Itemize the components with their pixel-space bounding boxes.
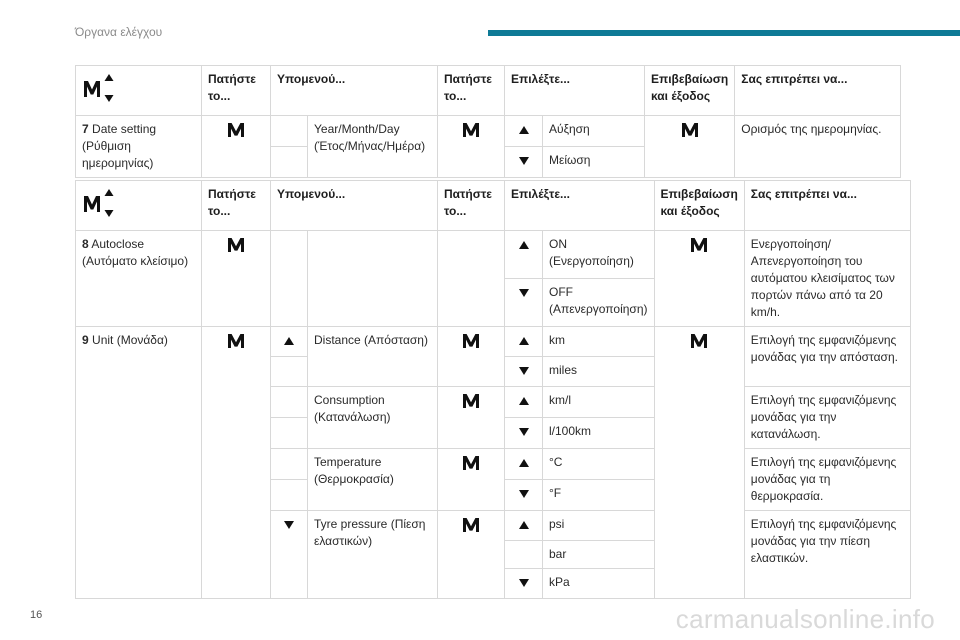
function-cell xyxy=(76,116,202,178)
arrow-cell xyxy=(505,231,543,279)
option-cell: °F xyxy=(543,480,655,511)
function-cell xyxy=(76,327,202,599)
description-cell: Επιλογή της εμφανιζόμενης μονάδας για την πίεση ελαστικών. xyxy=(744,511,910,599)
m-button-icon xyxy=(462,455,480,471)
description-cell: Επιλογή της εμφανιζόμενης μονάδας για την απόσταση. xyxy=(744,327,910,387)
option-cell: miles xyxy=(543,357,655,387)
col-press: Πατήστε το... xyxy=(202,66,271,116)
submenu-cell: Consumption (Κατανάλωση) xyxy=(308,387,438,449)
confirm-cell xyxy=(654,327,744,599)
arrow-up-icon xyxy=(519,241,529,249)
col-submenu: Υπομενού... xyxy=(271,66,438,116)
arrow-up-icon xyxy=(519,459,529,467)
option-cell: °C xyxy=(543,449,655,480)
col-select: Επιλέξτε... xyxy=(505,181,655,231)
arrow-cell xyxy=(505,449,543,480)
menu-nav-cell xyxy=(76,181,202,231)
page-header: Όργανα ελέγχου xyxy=(75,25,163,39)
m-button-icon xyxy=(681,122,699,138)
press-cell xyxy=(202,231,271,327)
m-button-icon xyxy=(462,517,480,533)
row-number: 7 xyxy=(82,122,89,136)
confirm-cell xyxy=(645,116,735,178)
arrow-cell xyxy=(271,480,308,511)
press-cell xyxy=(202,116,271,178)
option-cell: kPa xyxy=(543,569,655,599)
arrow-cell xyxy=(271,357,308,387)
function-label: Unit (Μονάδα) xyxy=(92,333,168,347)
function-label: Date setting (Ρύθμιση ημερομηνίας) xyxy=(82,122,157,170)
arrow-up-icon xyxy=(284,337,294,345)
arrow-cell xyxy=(505,480,543,511)
arrow-up-icon xyxy=(519,337,529,345)
arrow-cell xyxy=(505,511,543,541)
col-submenu: Υπομενού... xyxy=(271,181,438,231)
press2-cell xyxy=(438,511,505,599)
col-press2: Πατήστε το... xyxy=(438,181,505,231)
press2-cell xyxy=(438,449,505,511)
description-cell: Ενεργοποίηση/Απενεργοποίηση του αυτόματου κλεισίματος των πορτών πάνω από τα 20 km/h. xyxy=(744,231,910,327)
arrow-down-icon xyxy=(519,579,529,587)
m-button-icon xyxy=(462,393,480,409)
table-header-row xyxy=(76,181,911,231)
table-row xyxy=(76,231,911,279)
arrow-cell xyxy=(505,541,543,569)
description-cell: Επιλογή της εμφανιζόμενης μονάδας για την κατανάλωση. xyxy=(744,387,910,449)
arrow-cell xyxy=(505,387,543,418)
option-cell: km xyxy=(543,327,655,357)
option-cell: km/l xyxy=(543,387,655,418)
function-label: Autoclose (Αυτόματο κλείσιμο) xyxy=(82,237,189,268)
arrow-down-icon xyxy=(519,428,529,436)
arrow-cell xyxy=(505,147,543,178)
col-confirm: Επιβεβαίωση και έξοδος xyxy=(654,181,744,231)
submenu-cell xyxy=(308,231,438,327)
description-cell: Επιλογή της εμφανιζόμενης μονάδας για τη θερμοκρασία. xyxy=(744,449,910,511)
col-press2: Πατήστε το... xyxy=(438,66,505,116)
m-button-icon xyxy=(690,237,708,253)
option-cell: OFF (Απενεργοποίηση) xyxy=(543,279,655,327)
row-number: 9 xyxy=(82,333,89,347)
col-confirm: Επιβεβαίωση και έξοδος xyxy=(645,66,735,116)
menu-navigation-icon xyxy=(82,186,118,220)
arrow-down-icon xyxy=(519,157,529,165)
col-allows: Σας επιτρέπει να... xyxy=(744,181,910,231)
submenu-cell: Year/Month/Day (Έτος/Μήνας/Ημέρα) xyxy=(308,116,438,178)
option-cell: psi xyxy=(543,511,655,541)
submenu-cell: Temperature (Θερμοκρασία) xyxy=(308,449,438,511)
col-press: Πατήστε το... xyxy=(202,181,271,231)
arrow-cell xyxy=(271,147,308,178)
row-number: 8 xyxy=(82,237,89,251)
submenu-cell: Distance (Απόσταση) xyxy=(308,327,438,387)
arrow-up-icon xyxy=(519,521,529,529)
page-number: 16 xyxy=(30,609,43,621)
menu-navigation-icon xyxy=(82,71,118,105)
arrow-cell xyxy=(505,279,543,327)
arrow-cell xyxy=(271,327,308,357)
arrow-cell xyxy=(505,569,543,599)
watermark: carmanualsonline.info xyxy=(675,604,935,634)
arrow-cell xyxy=(271,511,308,599)
settings-table xyxy=(75,180,911,599)
m-button-icon xyxy=(227,122,245,138)
press2-cell xyxy=(438,387,505,449)
confirm-cell xyxy=(654,231,744,327)
option-cell: Μείωση xyxy=(543,147,645,178)
arrow-up-icon xyxy=(519,397,529,405)
arrow-up-icon xyxy=(519,126,529,134)
arrow-cell xyxy=(271,418,308,449)
press2-cell xyxy=(438,327,505,387)
arrow-cell xyxy=(505,327,543,357)
arrow-cell xyxy=(505,357,543,387)
arrow-cell xyxy=(505,418,543,449)
menu-nav-cell xyxy=(76,66,202,116)
table-row xyxy=(76,116,901,147)
arrow-down-icon xyxy=(284,521,294,529)
option-cell: Αύξηση xyxy=(543,116,645,147)
m-button-icon xyxy=(227,333,245,349)
m-button-icon xyxy=(690,333,708,349)
arrow-down-icon xyxy=(519,490,529,498)
date-setting-table xyxy=(75,65,901,178)
table-header-row xyxy=(76,66,901,116)
submenu-cell: Tyre pressure (Πίεση ελαστικών) xyxy=(308,511,438,599)
table-row xyxy=(76,327,911,357)
function-cell xyxy=(76,231,202,327)
press-cell xyxy=(202,327,271,599)
col-allows: Σας επιτρέπει να... xyxy=(735,66,901,116)
arrow-down-icon xyxy=(519,367,529,375)
option-cell: bar xyxy=(543,541,655,569)
m-button-icon xyxy=(227,237,245,253)
col-select: Επιλέξτε... xyxy=(505,66,645,116)
arrow-down-icon xyxy=(519,289,529,297)
m-button-icon xyxy=(462,122,480,138)
arrow-cell xyxy=(505,116,543,147)
arrow-cell xyxy=(271,387,308,418)
m-button-icon xyxy=(462,333,480,349)
press2-cell xyxy=(438,116,505,178)
option-cell: ON (Ενεργοποίηση) xyxy=(543,231,655,279)
arrow-cell xyxy=(271,231,308,327)
arrow-cell xyxy=(271,449,308,480)
arrow-cell xyxy=(271,116,308,147)
option-cell: l/100km xyxy=(543,418,655,449)
press2-cell xyxy=(438,231,505,327)
description-cell: Ορισμός της ημερομηνίας. xyxy=(735,116,901,178)
header-accent-bar xyxy=(488,30,960,36)
